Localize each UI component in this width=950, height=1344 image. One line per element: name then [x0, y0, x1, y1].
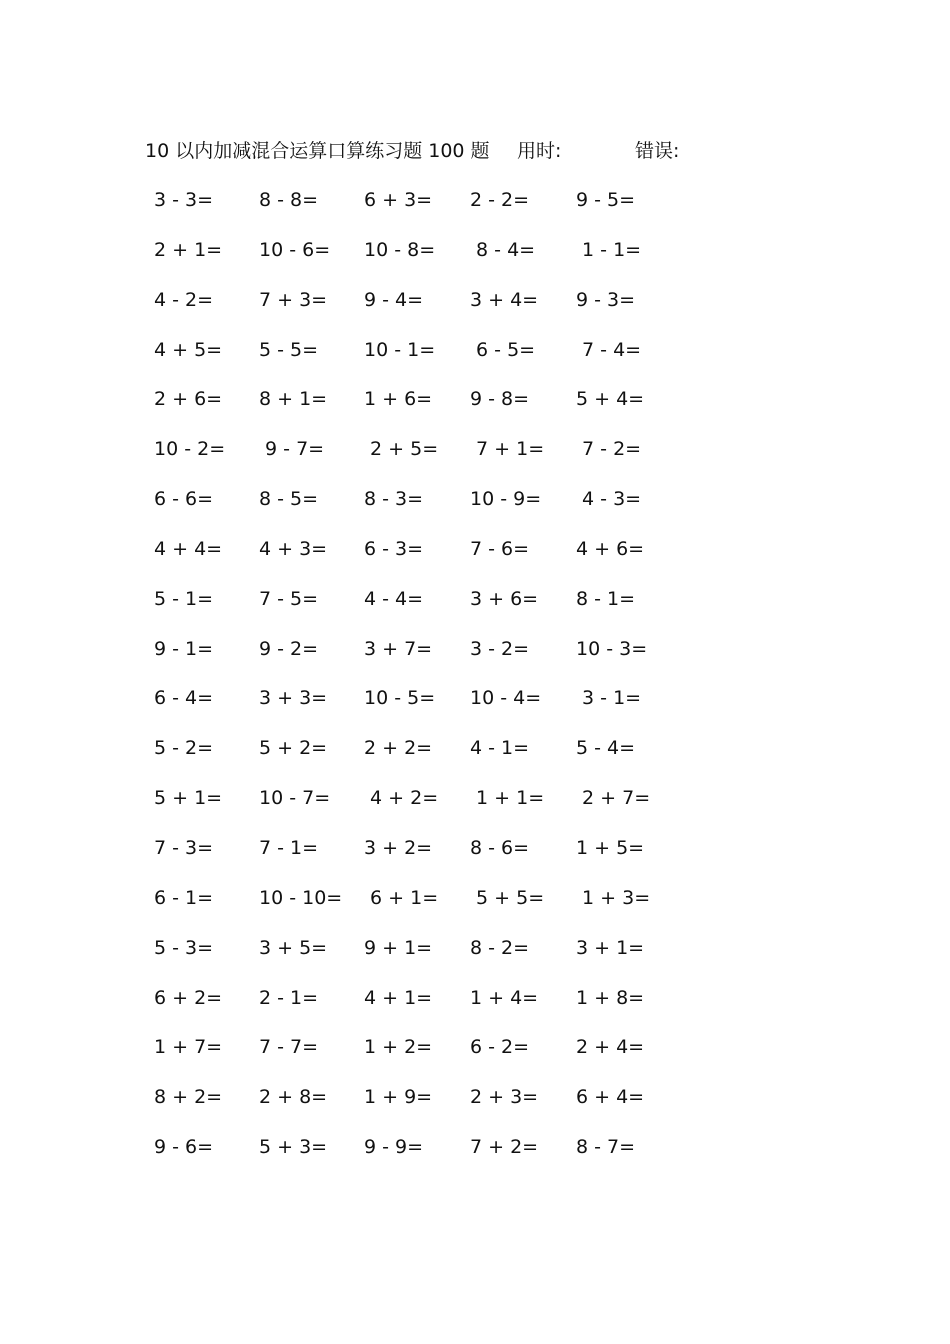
math-problem: 10 - 10= [259, 886, 343, 909]
math-problem: 1 + 6= [364, 388, 433, 411]
math-problem: 2 + 5= [364, 438, 439, 461]
math-problem: 10 - 7= [259, 787, 331, 810]
math-problem: 4 + 2= [364, 787, 439, 810]
math-problem: 1 + 7= [154, 1036, 223, 1059]
math-problem: 9 - 8= [470, 388, 530, 411]
math-problem: 5 - 3= [154, 936, 214, 959]
math-problem: 7 - 1= [259, 836, 319, 859]
math-problem: 6 - 5= [470, 338, 536, 361]
problem-row [140, 1079, 700, 1129]
math-problem: 3 + 5= [259, 936, 328, 959]
math-problem: 8 - 2= [470, 936, 530, 959]
math-problem: 6 - 2= [470, 1036, 530, 1059]
math-problem: 2 + 2= [364, 737, 433, 760]
math-problem: 1 + 1= [470, 787, 545, 810]
math-problem: 7 - 2= [576, 438, 642, 461]
math-problem: 9 - 7= [259, 438, 325, 461]
math-problem: 1 + 5= [576, 836, 645, 859]
math-problem: 6 - 1= [154, 886, 214, 909]
math-problem: 5 + 5= [470, 886, 545, 909]
math-problem: 9 - 1= [154, 637, 214, 660]
math-problem: 3 - 1= [576, 687, 642, 710]
math-problem: 7 + 3= [259, 288, 328, 311]
math-problem: 3 + 7= [364, 637, 433, 660]
math-problem: 5 + 4= [576, 388, 645, 411]
math-problem: 7 - 3= [154, 836, 214, 859]
errors-label: 错误: [635, 140, 680, 162]
math-problem: 9 - 2= [259, 637, 319, 660]
problem-row [140, 780, 700, 830]
math-problem: 4 + 3= [259, 537, 328, 560]
math-problem: 6 + 4= [576, 1086, 645, 1109]
math-problem: 5 + 2= [259, 737, 328, 760]
math-problem: 3 - 3= [154, 189, 214, 211]
problem-row [140, 282, 700, 332]
math-problem: 6 - 3= [364, 537, 424, 560]
math-problem: 2 + 8= [259, 1086, 328, 1109]
math-problem: 1 + 9= [364, 1086, 433, 1109]
problem-row [140, 232, 700, 282]
math-problem: 4 + 4= [154, 537, 223, 560]
math-problem: 9 + 1= [364, 936, 433, 959]
math-problem: 1 + 8= [576, 986, 645, 1009]
problem-row [140, 1029, 700, 1079]
math-problem: 5 + 3= [259, 1136, 328, 1159]
math-problem: 6 + 1= [364, 886, 439, 909]
worksheet-title: 10 以内加减混合运算口算练习题 100 题 [145, 140, 490, 162]
math-problem: 10 - 3= [576, 637, 648, 660]
math-problem: 2 + 4= [576, 1036, 645, 1059]
math-problem: 5 - 4= [576, 737, 636, 760]
problem-row [140, 930, 700, 980]
math-problem: 10 - 9= [470, 488, 542, 511]
math-problem: 2 + 1= [154, 238, 223, 261]
problem-row [140, 182, 700, 232]
math-problem: 3 + 3= [259, 687, 328, 710]
math-problem: 10 - 1= [364, 338, 436, 361]
math-problem: 6 + 2= [154, 986, 223, 1009]
math-problem: 4 + 1= [364, 986, 433, 1009]
math-problem: 8 - 5= [259, 488, 319, 511]
problem-row [140, 332, 700, 382]
math-problem: 2 + 3= [470, 1086, 539, 1109]
math-problem: 2 - 1= [259, 986, 319, 1009]
math-problem: 4 + 5= [154, 338, 223, 361]
math-problem: 8 + 1= [259, 388, 328, 411]
math-problem: 5 - 5= [259, 338, 319, 361]
math-problem: 2 + 6= [154, 388, 223, 411]
math-problem: 7 - 6= [470, 537, 530, 560]
math-problem: 8 + 2= [154, 1086, 223, 1109]
math-problem: 2 - 2= [470, 189, 530, 211]
math-problem: 6 - 4= [154, 687, 214, 710]
math-problem: 4 - 4= [364, 587, 424, 610]
math-problem: 8 - 7= [576, 1136, 636, 1159]
time-used-label: 用时: [517, 140, 562, 162]
problem-grid [140, 182, 700, 1179]
math-problem: 9 - 5= [576, 189, 636, 211]
math-problem: 4 + 6= [576, 537, 645, 560]
math-problem: 6 - 6= [154, 488, 214, 511]
math-problem: 5 - 2= [154, 737, 214, 760]
math-problem: 9 - 3= [576, 288, 636, 311]
math-problem: 8 - 8= [259, 189, 319, 211]
math-problem: 10 - 2= [154, 438, 226, 461]
math-problem: 7 - 4= [576, 338, 642, 361]
problem-row [140, 631, 700, 681]
math-problem: 4 - 1= [470, 737, 530, 760]
math-problem: 10 - 5= [364, 687, 436, 710]
problem-row [140, 680, 700, 730]
problem-row [140, 531, 700, 581]
math-problem: 1 + 2= [364, 1036, 433, 1059]
math-problem: 3 - 2= [470, 637, 530, 660]
problem-row [140, 1129, 700, 1179]
problem-row [140, 730, 700, 780]
math-problem: 10 - 4= [470, 687, 542, 710]
math-problem: 4 - 3= [576, 488, 642, 511]
problem-row [140, 830, 700, 880]
math-problem: 4 - 2= [154, 288, 214, 311]
worksheet-header [145, 136, 785, 166]
math-problem: 10 - 8= [364, 238, 436, 261]
math-problem: 7 + 1= [470, 438, 545, 461]
math-problem: 6 + 3= [364, 189, 433, 211]
problem-row [140, 581, 700, 631]
math-problem: 5 - 1= [154, 587, 214, 610]
math-problem: 8 - 6= [470, 836, 530, 859]
problem-row [140, 980, 700, 1030]
math-problem: 7 - 7= [259, 1036, 319, 1059]
math-problem: 1 + 3= [576, 886, 651, 909]
math-problem: 3 + 4= [470, 288, 539, 311]
math-problem: 1 + 4= [470, 986, 539, 1009]
problem-row [140, 431, 700, 481]
math-problem: 9 - 9= [364, 1136, 424, 1159]
math-problem: 9 - 4= [364, 288, 424, 311]
math-problem: 7 + 2= [470, 1136, 539, 1159]
problem-row [140, 381, 700, 431]
math-problem: 1 - 1= [576, 238, 642, 261]
math-problem: 3 + 1= [576, 936, 645, 959]
problem-row [140, 880, 700, 930]
math-problem: 8 - 3= [364, 488, 424, 511]
problem-row [140, 481, 700, 531]
math-problem: 5 + 1= [154, 787, 223, 810]
math-problem: 3 + 2= [364, 836, 433, 859]
math-problem: 7 - 5= [259, 587, 319, 610]
math-problem: 3 + 6= [470, 587, 539, 610]
math-problem: 9 - 6= [154, 1136, 214, 1159]
math-problem: 8 - 4= [470, 238, 536, 261]
math-problem: 2 + 7= [576, 787, 651, 810]
math-problem: 10 - 6= [259, 238, 331, 261]
math-problem: 8 - 1= [576, 587, 636, 610]
